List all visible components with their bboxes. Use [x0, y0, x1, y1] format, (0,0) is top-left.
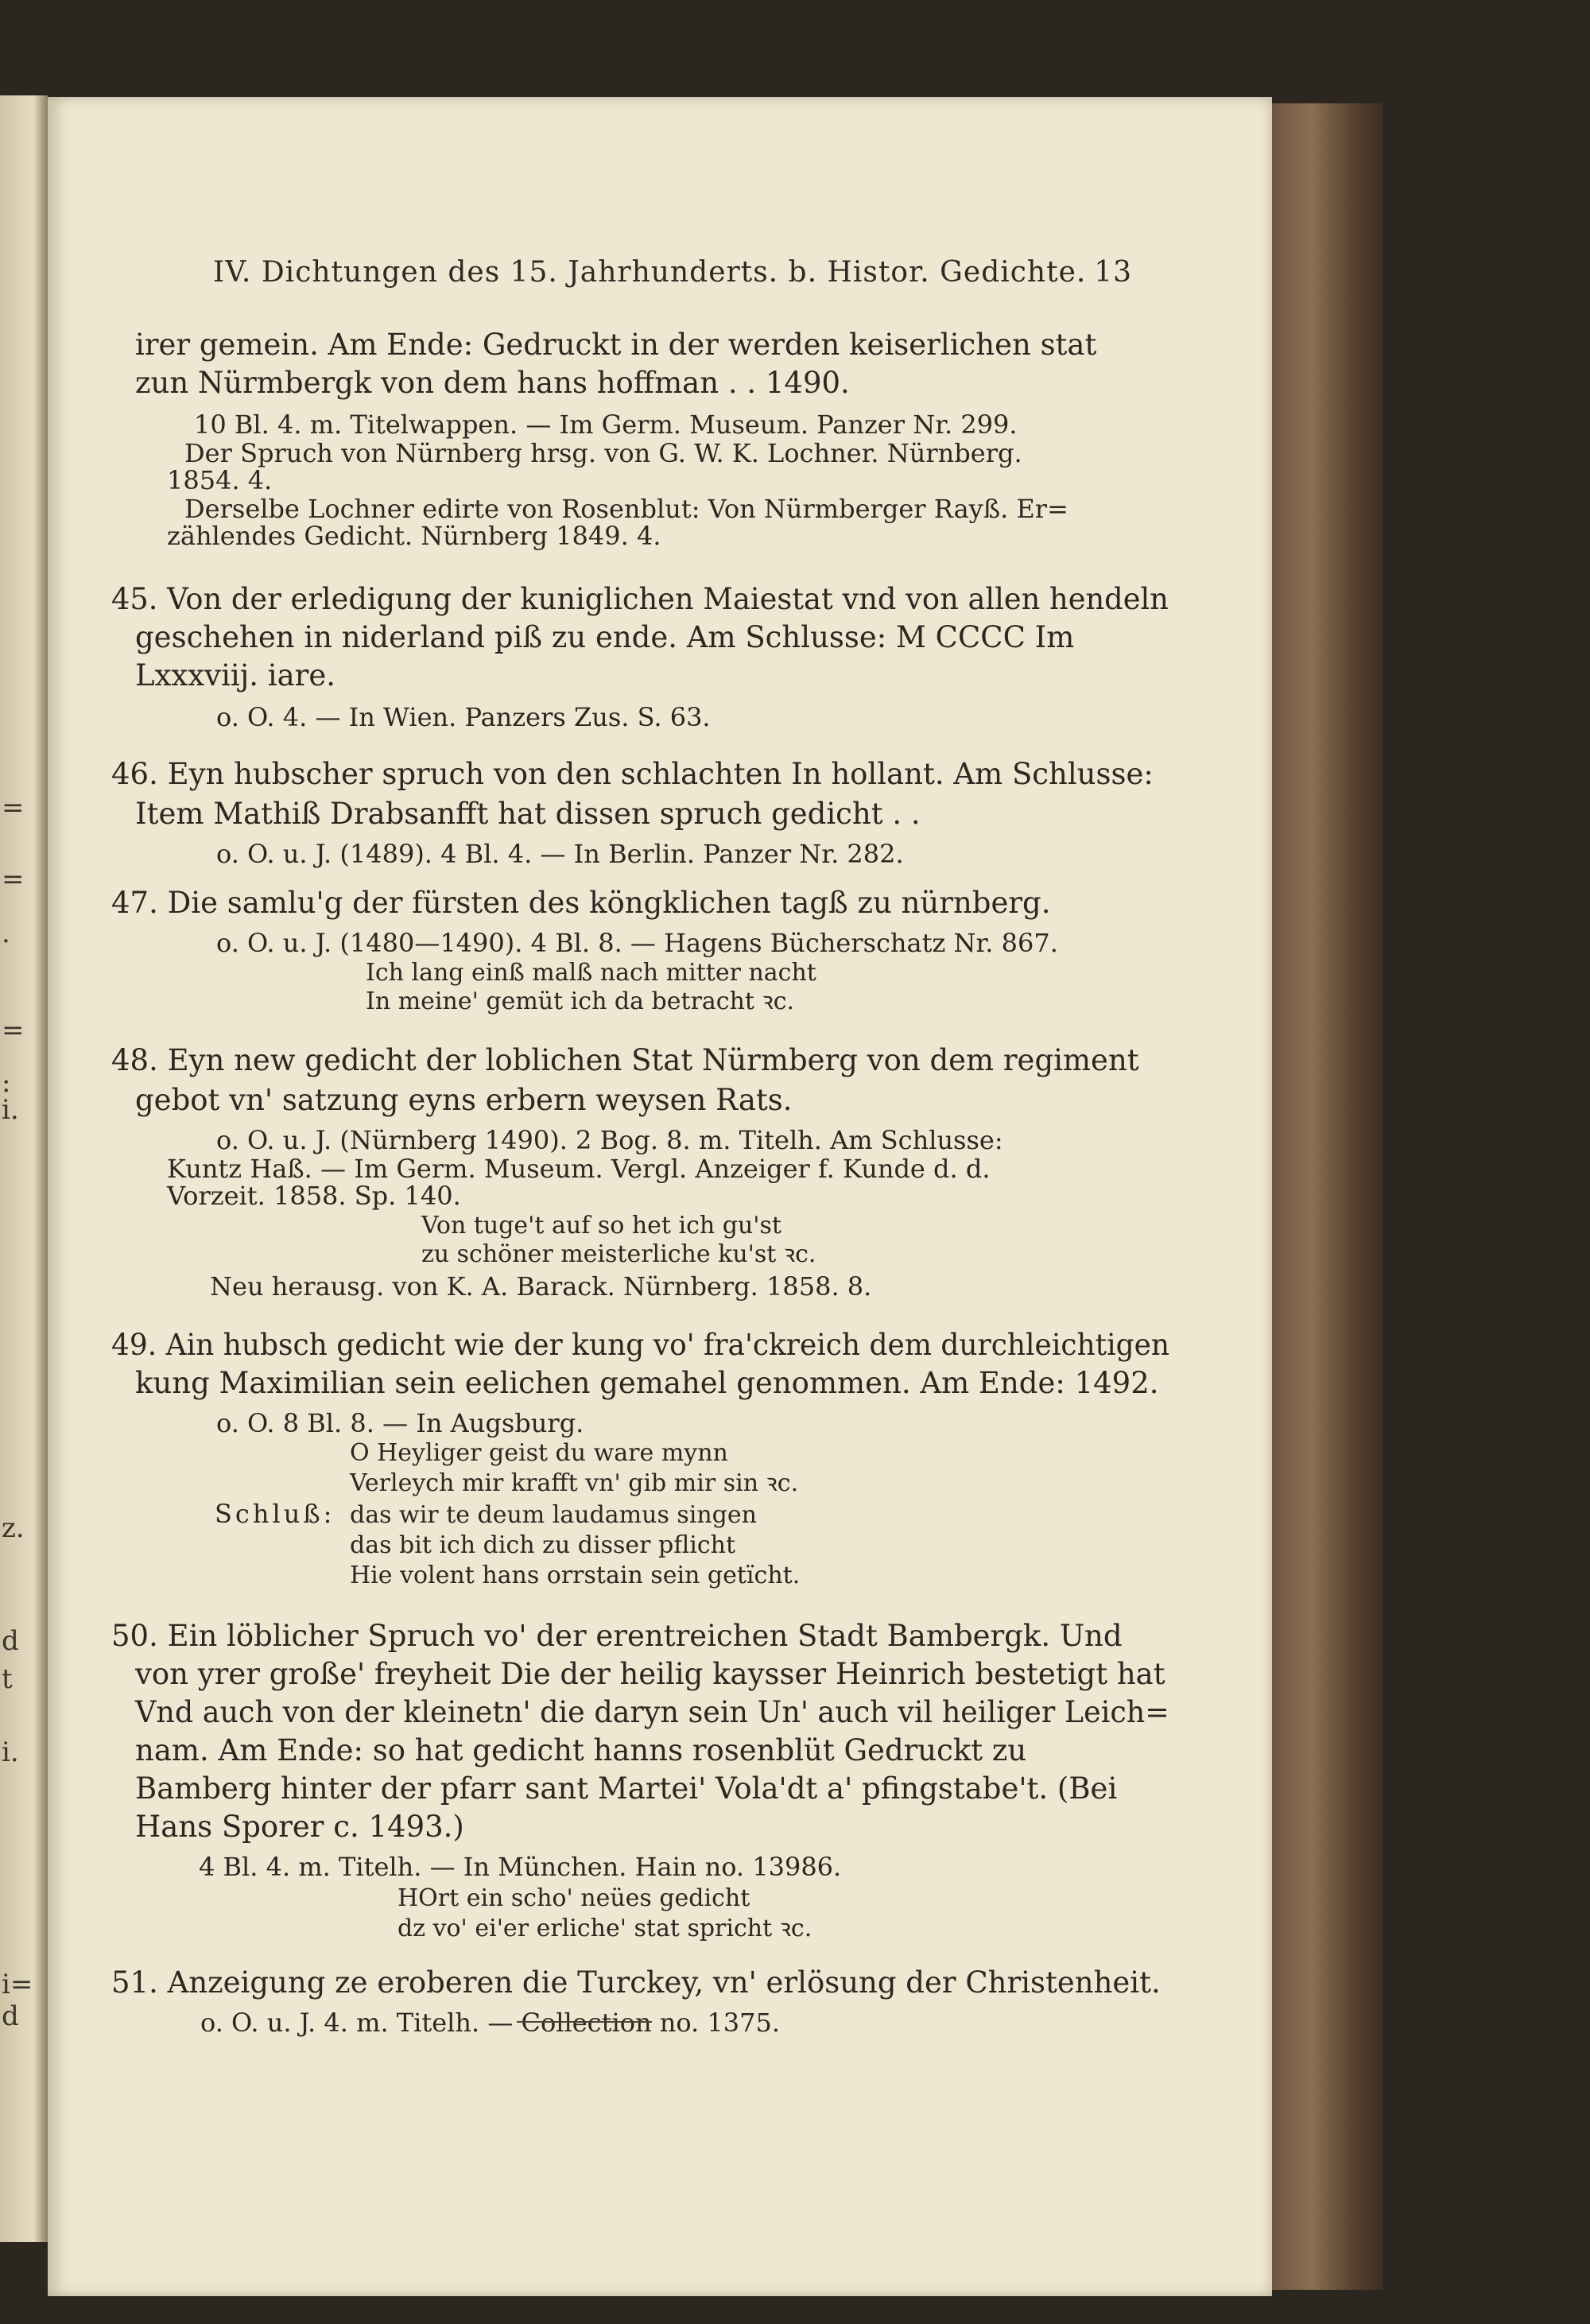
text-line: o. O. u. J. (Nürnberg 1490). 2 Bog. 8. m. Titelh. Am Schlusse:	[216, 1125, 1003, 1155]
entry-51-title: 51. Anzeigung ze eroberen die Turckey, vn' erlösung der Christenheit.	[111, 1965, 1161, 2000]
left-fragment: =	[2, 863, 25, 895]
text-line: Derselbe Lochner edirte von Rosenblut: Von Nürmberger Rayß. Er=	[184, 494, 1068, 524]
text-line: Der Spruch von Nürnberg hrsg. von G. W. K. Lochner. Nürnberg.	[184, 438, 1022, 468]
left-fragment: i.	[2, 1094, 19, 1126]
entry-49-title: 49. Ain hubsch gedicht wie der kung vo' fra'ckreich dem durchleichtigen	[111, 1328, 1170, 1362]
entry-46-title: 46. Eyn hubscher spruch von den schlachten In hollant. Am Schlusse:	[111, 757, 1154, 791]
text-line: 4 Bl. 4. m. Titelh. — In München. Hain no. 13986.	[199, 1852, 842, 1882]
text-line: zun Nürmbergk von dem hans hoffman . . 1490.	[135, 366, 850, 400]
verse-line: Ich lang einß malß nach mitter nacht	[366, 959, 816, 987]
text-line: nam. Am Ende: so hat gedicht hanns rosenblüt Gedruckt zu	[135, 1733, 1027, 1767]
left-fragment: =	[2, 1015, 25, 1046]
text-line: Kuntz Haß. — Im Germ. Museum. Vergl. Anzeiger f. Kunde d. d.	[167, 1154, 991, 1184]
left-fragment: z.	[2, 1512, 25, 1544]
text-line: Item Mathiß Drabsanfft hat dissen spruch gedicht . .	[135, 797, 921, 831]
text-line: irer gemein. Am Ende: Gedruckt in der werden keiserlichen stat	[135, 328, 1097, 362]
running-title: IV. Dichtungen des 15. Jahrhunderts. b. Histor. Gedichte.	[213, 256, 1087, 289]
entry-47-title: 47. Die samlu'g der fürsten des köngklichen tagß zu nürnberg.	[111, 886, 1051, 920]
text-line: geschehen in niderland piß zu ende. Am Schlusse: M CCCC Im	[135, 620, 1075, 654]
text-line: 1854. 4.	[167, 465, 273, 495]
verse-line: O Heyliger geist du ware mynn	[350, 1439, 728, 1467]
end-rule	[517, 2021, 652, 2023]
schluss-label: Schluß:	[215, 1499, 335, 1529]
verse-line: das bit ich dich zu disser pflicht	[350, 1531, 735, 1559]
text-line: gebot vn' satzung eyns erbern weysen Rats.	[135, 1083, 793, 1117]
left-fragment: .	[2, 918, 10, 949]
verse-line: zu schöner meisterliche ku'st ꝛc.	[421, 1240, 816, 1268]
text-line: zählendes Gedicht. Nürnberg 1849. 4.	[167, 521, 661, 551]
text-line: Vnd auch von der kleinetn' die daryn sein Un' auch vil heiliger Leich=	[135, 1695, 1169, 1729]
verse-line: das wir te deum laudamus singen	[350, 1501, 757, 1529]
verse-line: Von tuge't auf so het ich gu'st	[421, 1212, 781, 1240]
left-fragment: t	[2, 1663, 13, 1695]
entry-50-title: 50. Ein löblicher Spruch vo' der erentreichen Stadt Bambergk. Und	[111, 1619, 1123, 1653]
text-line: 10 Bl. 4. m. Titelwappen. — Im Germ. Museum. Panzer Nr. 299.	[194, 409, 1018, 440]
text-line: o. O. u. J. 4. m. Titelh. — Collection no. 1375.	[200, 2008, 780, 2038]
entry-45-title: 45. Von der erledigung der kuniglichen Maiestat vnd von allen hendeln	[111, 582, 1169, 616]
text-line: von yrer große' freyheit Die der heilig kaysser Heinrich bestetigt hat	[135, 1657, 1165, 1691]
left-fragment: :	[2, 1067, 11, 1099]
text-line: Lxxxviij. iare.	[135, 658, 335, 693]
verse-line: dz vo' ei'er erliche' stat spricht ꝛc.	[398, 1915, 812, 1942]
text-line: Vorzeit. 1858. Sp. 140.	[167, 1181, 461, 1211]
text-line: o. O. u. J. (1480—1490). 4 Bl. 8. — Hagens Bücherschatz Nr. 867.	[216, 928, 1058, 958]
verse-line: Hie volent hans orrstain sein getïcht.	[350, 1562, 801, 1589]
text-line: o. O. 8 Bl. 8. — In Augsburg.	[216, 1408, 584, 1438]
left-fragment: i=	[2, 1969, 33, 2000]
left-page-edge	[0, 95, 48, 2242]
entry-48-title: 48. Eyn new gedicht der loblichen Stat Nürmberg von dem regiment	[111, 1043, 1139, 1077]
verse-line: In meine' gemüt ich da betracht ꝛc.	[366, 987, 795, 1015]
text-line: o. O. u. J. (1489). 4 Bl. 4. — In Berlin. Panzer Nr. 282.	[216, 839, 904, 869]
text-line: Bamberg hinter der pfarr sant Martei' Vola'dt a' pfingstabe't. (Bei	[135, 1771, 1118, 1806]
left-fragment: d	[2, 2000, 19, 2032]
left-fragment: i.	[2, 1736, 19, 1768]
text-line: Neu herausg. von K. A. Barack. Nürnberg. 1858. 8.	[210, 1271, 872, 1302]
verse-line: Verleych mir krafft vn' gib mir sin ꝛc.	[350, 1469, 799, 1497]
verse-line: HOrt ein scho' neües gedicht	[398, 1884, 750, 1912]
left-fragment: d	[2, 1625, 19, 1657]
page-number: 13	[1094, 256, 1132, 289]
book-cover-edge	[1272, 103, 1383, 2290]
left-fragment: =	[2, 792, 25, 824]
text-line: o. O. 4. — In Wien. Panzers Zus. S. 63.	[216, 702, 711, 732]
text-line: kung Maximilian sein eelichen gemahel genommen. Am Ende: 1492.	[135, 1366, 1159, 1400]
text-line: Hans Sporer c. 1493.)	[135, 1810, 464, 1844]
